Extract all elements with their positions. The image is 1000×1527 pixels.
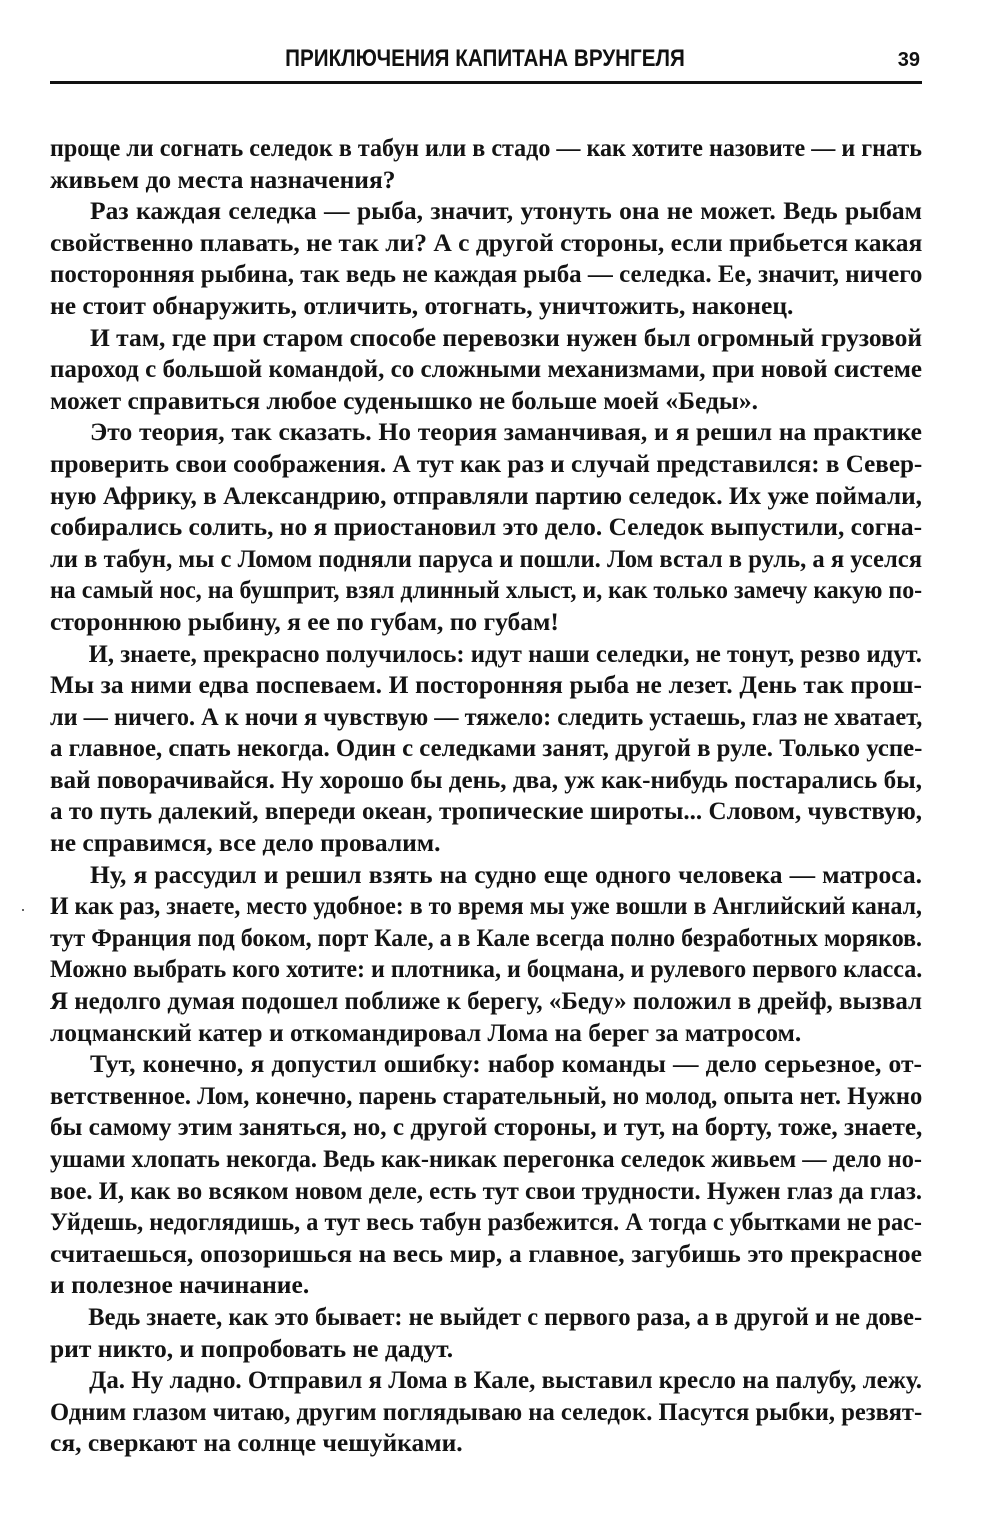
paragraph bbox=[50, 132, 922, 195]
text-line: а то путь далекий, впереди океан, тропические широты... Словом, чувствую, bbox=[50, 796, 923, 826]
text-line: на самый нос, на бушприт, взял длинный хлыст, и, как только замечу какую по- bbox=[50, 575, 923, 605]
text-line: не стоит обнаружить, отличить, отогнать, уничтожить, наконец. bbox=[50, 290, 794, 320]
text-line: проверить свои соображения. А тут как раз и случай представился: в Север- bbox=[50, 448, 923, 478]
paragraph bbox=[50, 322, 922, 417]
text-line: собирались солить, но я приостановил это дело. Селедок выпустили, согна- bbox=[50, 512, 923, 542]
text-line: Можно выбрать кого хотите: и плотника, и боцмана, и рулевого первого класса. bbox=[50, 954, 923, 984]
text-line: ную Африку, в Александрию, отправляли партию селедок. Их уже поймали, bbox=[50, 480, 922, 510]
text-line: И, знаете, прекрасно получилось: идут наши селедки, не тонут, резво идут. bbox=[88, 638, 922, 668]
text-line: и полезное начинание. bbox=[50, 1270, 310, 1300]
paragraph bbox=[50, 859, 922, 1049]
text-line: проще ли согнать селедок в табун или в стадо — как хотите назовите — и гнать bbox=[50, 133, 922, 162]
paragraph bbox=[50, 195, 922, 321]
paragraph bbox=[50, 1048, 922, 1301]
margin-speck bbox=[22, 909, 24, 911]
text-line: Я недолго думая подошел поближе к берегу, «Беду» положил в дрейф, вызвал bbox=[50, 986, 923, 1016]
text-line: ушами хлопать некогда. Ведь как-никак перегонка селедок живьем — дело но- bbox=[50, 1144, 922, 1173]
header-rule bbox=[50, 81, 922, 84]
text-line: Тут, конечно, я допустил ошибку: набор команды — дело серьезное, от- bbox=[90, 1049, 922, 1079]
text-line: стороннюю рыбину, я ее по губам, по губам! bbox=[50, 606, 559, 636]
paragraph bbox=[50, 638, 922, 859]
text-line: считаешься, опозоришься на весь мир, а главное, загубишь это прекрасное bbox=[50, 1238, 922, 1268]
text-line: лоцманский катер и откомандировал Лома на берег за матросом. bbox=[50, 1017, 802, 1047]
text-line: И там, где при старом способе перевозки нужен был огромный грузовой bbox=[89, 322, 923, 352]
text-line: а главное, спать некогда. Один с селедками занят, другой в руле. Только успе- bbox=[50, 733, 923, 763]
page-number: 39 bbox=[897, 49, 920, 71]
body-text bbox=[50, 132, 922, 1459]
text-line: Ну, я рассудил и решил взять на судно еще одного человека — матроса. bbox=[90, 859, 922, 889]
text-line: Да. Ну ладно. Отправил я Лома в Кале, выставил кресло на палубу, лежу. bbox=[89, 1365, 923, 1395]
text-line: свойственно плавать, не так ли? А с другой стороны, если прибьется какая bbox=[50, 227, 923, 257]
text-line: Это теория, так сказать. Но теория заманчивая, и я решил на практике bbox=[90, 417, 922, 447]
text-line: И как раз, знаете, место удобное: в то время мы уже вошли в Английский канал, bbox=[50, 891, 922, 921]
text-line: ветственное. Лом, конечно, парень старательный, но молод, опыта нет. Нужно bbox=[50, 1080, 923, 1110]
text-line: тут Франция под боком, порт Кале, а в Кале всегда полно безработных моряков. bbox=[50, 922, 923, 952]
text-line: Ведь знаете, как это бывает: не выйдет с первого раза, а в другой и не дове- bbox=[88, 1301, 923, 1331]
text-line: вай поворачивайся. Ну хорошо бы день, два, уж как-нибудь постарались бы, bbox=[50, 764, 923, 794]
text-line: может справиться любое суденышко не больше моей «Беды». bbox=[50, 385, 758, 415]
text-line: Раз каждая селедка — рыба, значит, утонуть она не может. Ведь рыбам bbox=[90, 196, 922, 226]
text-line: не справимся, все дело провалим. bbox=[50, 828, 441, 858]
text-line: живьем до места назначения? bbox=[50, 164, 396, 194]
text-line: бы самому этим заняться, но, с другой стороны, и тут, на борту, тоже, знаете, bbox=[50, 1112, 923, 1142]
text-line: посторонняя рыбина, так ведь не каждая рыба — селедка. Ее, значит, ничего bbox=[50, 259, 923, 289]
page-header bbox=[50, 44, 920, 84]
paragraph bbox=[50, 1364, 922, 1459]
text-line: Мы за ними едва поспеваем. И посторонняя рыба не лезет. День так прош- bbox=[50, 670, 922, 700]
text-line: рит никто, и попробовать не дадут. bbox=[50, 1333, 454, 1363]
text-line: Уйдешь, недоглядишь, а тут весь табун разбежится. А тогда с убытками не рас- bbox=[50, 1207, 922, 1237]
paragraph bbox=[50, 1301, 922, 1364]
paragraph bbox=[50, 416, 922, 637]
text-line: Одним глазом читаю, другим поглядываю на селедок. Пасутся рыбки, резвят- bbox=[50, 1396, 923, 1426]
text-line: вое. И, как во всяком новом деле, есть тут свои трудности. Нужен глаз да глаз. bbox=[50, 1175, 923, 1205]
running-title: ПРИКЛЮЧЕНИЯ КАПИТАНА ВРУНГЕЛЯ bbox=[285, 45, 685, 72]
text-line: пароход с большой командой, со сложными механизмами, при новой системе bbox=[50, 354, 923, 384]
text-line: ли в табун, мы с Ломом подняли паруса и пошли. Лом встал в руль, а я уселся bbox=[50, 543, 922, 573]
text-line: ли — ничего. А к ночи я чувствую — тяжело: следить устаешь, глаз не хватает, bbox=[50, 701, 923, 731]
text-line: ся, сверкают на солнце чешуйками. bbox=[50, 1428, 463, 1458]
